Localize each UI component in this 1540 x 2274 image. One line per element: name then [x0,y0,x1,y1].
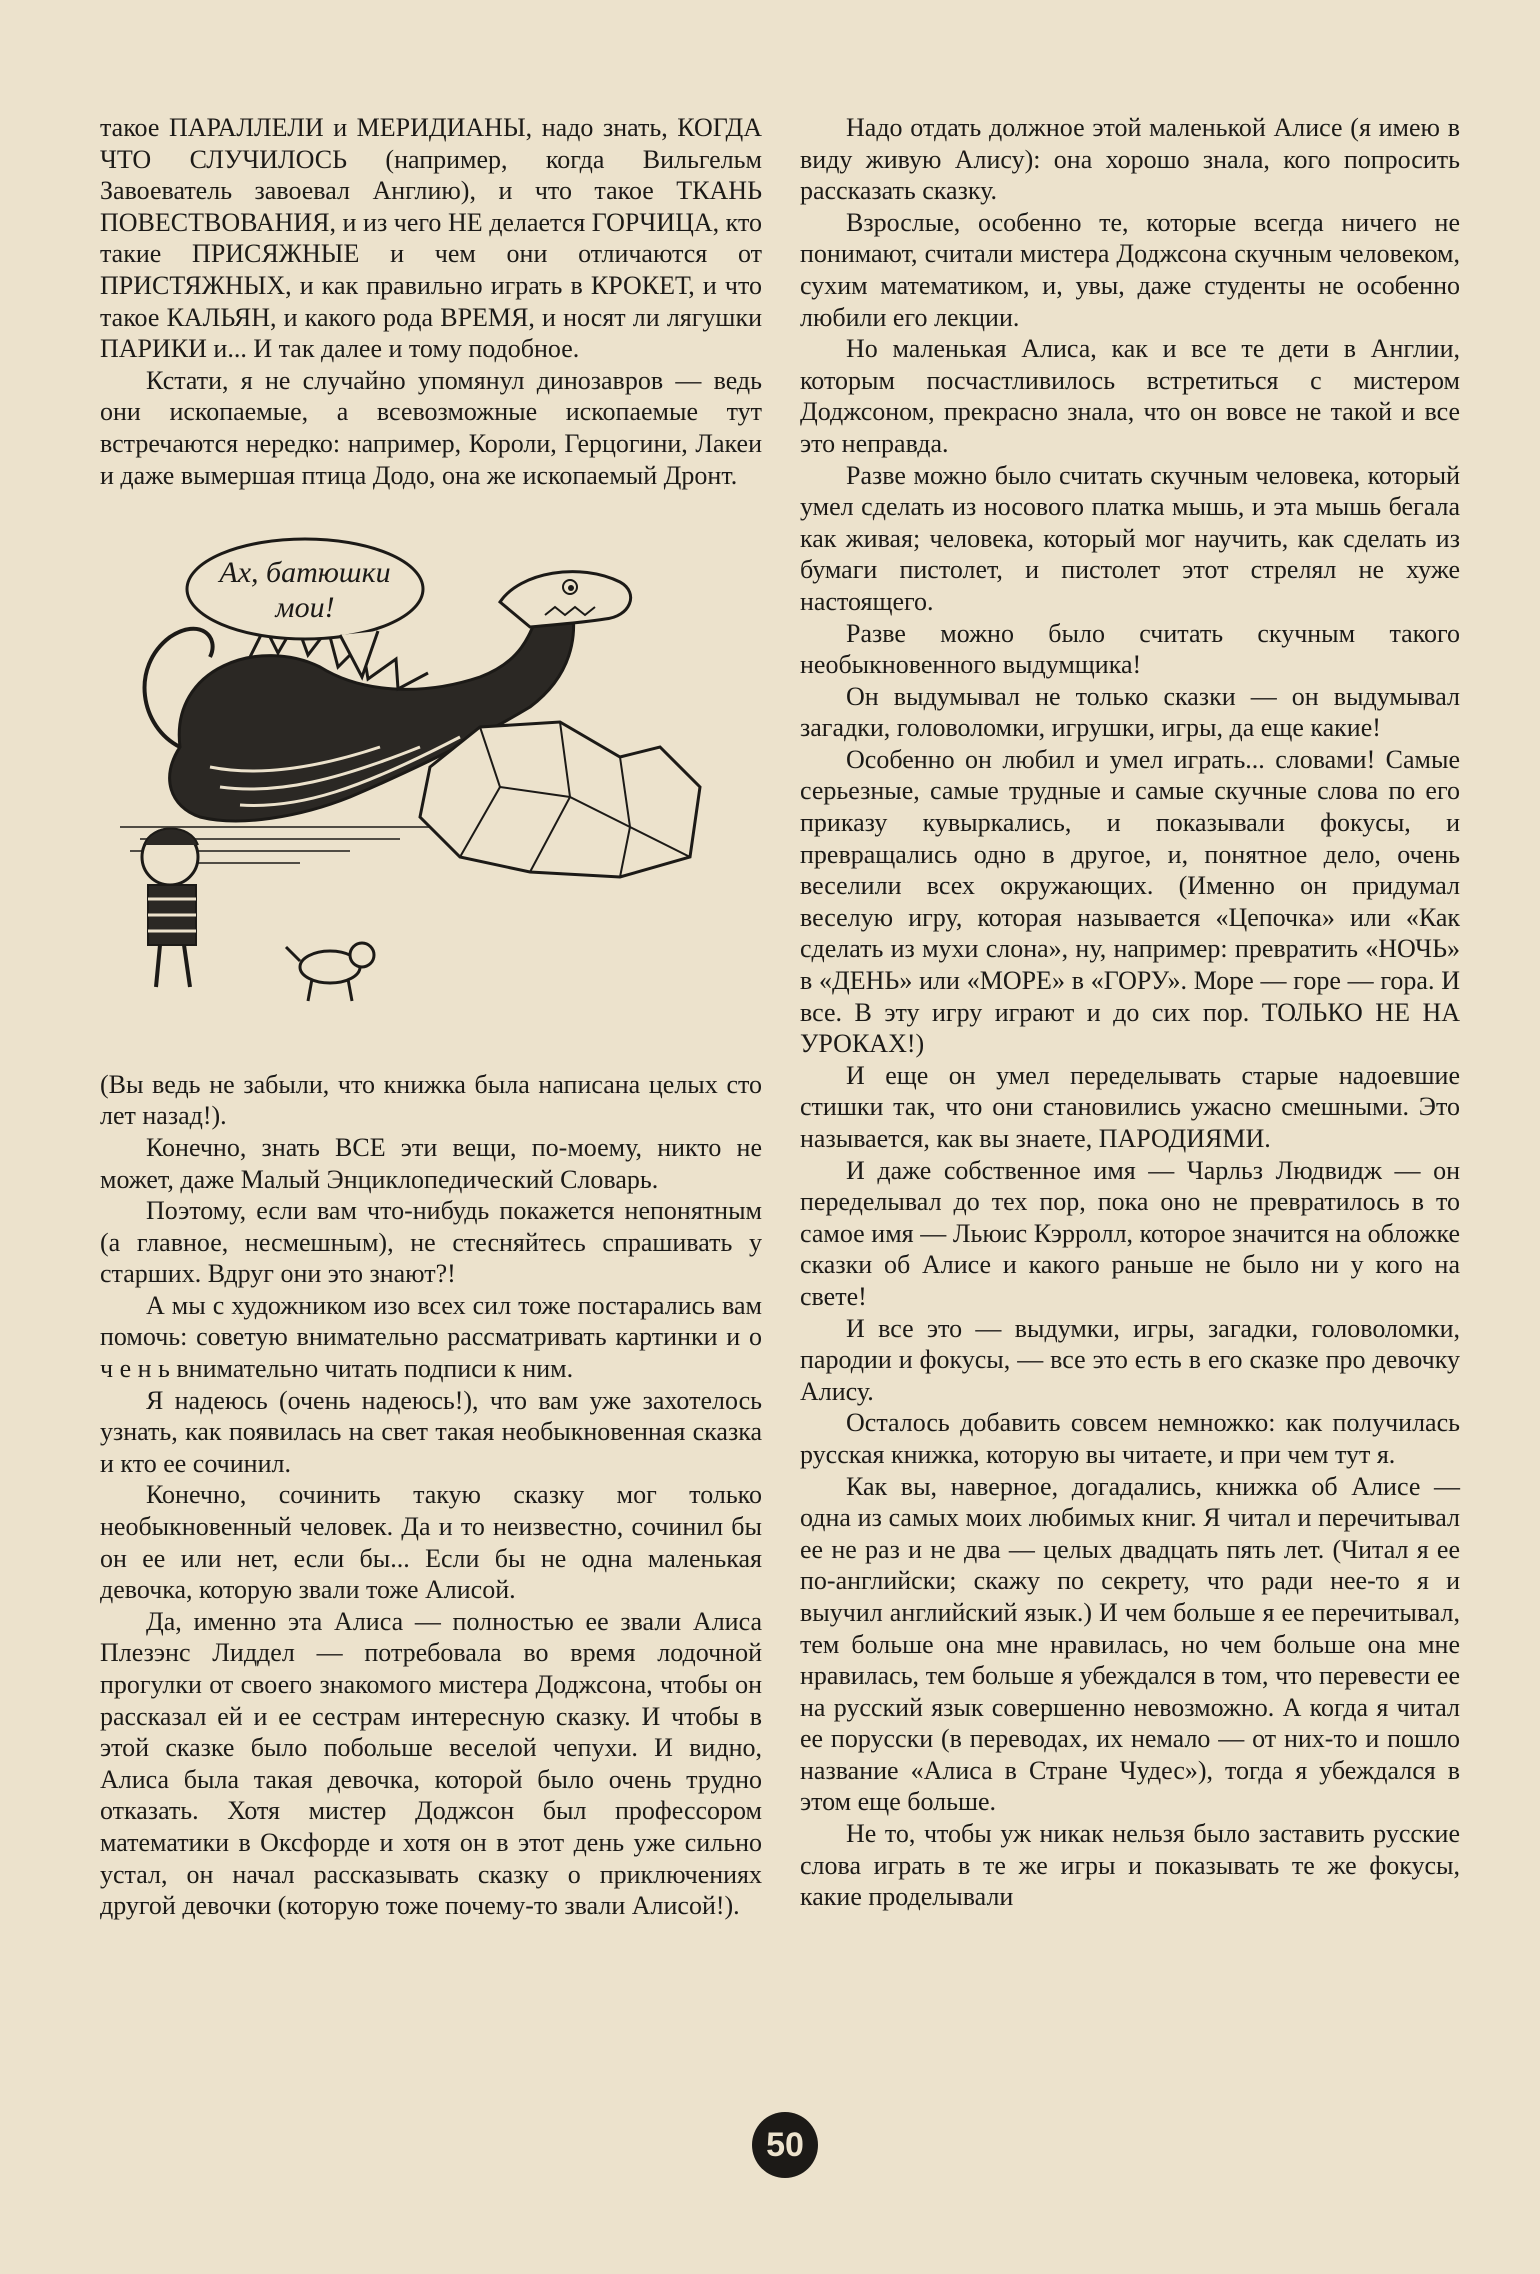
left-paragraph: Я надеюсь (очень надеюсь!), что вам уже захотелось узнать, как появилась на свет такая необыкновенная сказка и кто ее сочинил. [100,1385,762,1478]
left-column [100,112,762,1922]
right-paragraph: Разве можно было считать скучным человека, который умел сделать из носового платка мышь, и эта мышь бегала как живая; человека, который мог научить, как сделать из бумаги пистолет, и пистолет этот стрелял не хуже настоящего. [800,460,1460,616]
page-number-badge: 50 [752,2112,818,2178]
right-paragraph: И еще он умел переделывать старые надоевшие стишки так, что они становились ужасно смешными. Это называется, как вы знаете, ПАРОДИЯМИ. [800,1060,1460,1153]
right-paragraph: И все это — выдумки, игры, загадки, головоломки, пародии и фокусы, — все это есть в его сказке про девочку Алису. [800,1313,1460,1406]
right-paragraph: Разве можно было считать скучным такого необыкновенного выдумщика! [800,618,1460,680]
left-paragraph: Да, именно эта Алиса — полностью ее звали Алиса Плезэнс Лиддел — потребовала во время лодочной прогулки от своего знакомого мистера Доджсона, чтобы он рассказал ей и ее сестрам интересную сказку. И чтобы в этой сказке было побольше веселой чепухи. И видно, Алиса была такая девочка, которой было очень трудно отказать. Хотя мистер Доджсон был профессором математики в Оксфорде и хотя он в этот день уже сильно устал, он начал рассказывать сказку о приключениях другой девочки (которую тоже почему-то звали Алисой!). [100,1606,762,1921]
right-paragraph: Не то, чтобы уж никак нельзя было заставить русские слова играть в те же игры и показывать те же фокусы, какие проделывали [800,1819,1460,1912]
right-paragraph: Особенно он любил и умел играть... словами! Самые серьезные, самые трудные и самые скучные слова по его приказу кувыркались, и показывали фокусы, и превращались одно в другое, и, понятное дело, очень веселили всех окружающих. (Именно он придумал веселую игру, которая называется «Цепочка» или «Как сделать из мухи слона», ну, например: превратить «НОЧЬ» в «ДЕНЬ» или «МОРЕ» в «ГОРУ». Море — горе — гора. И все. В эту игру играют и до сих пор. ТОЛЬКО НЕ НА УРОКАХ!) [800,744,1460,1059]
left-paragraph: Конечно, сочинить такую сказку мог только необыкновенный человек. Да и то неизвестно, сочинил бы он ее или нет, если бы... Если бы не одна маленькая девочка, которую звали тоже Алисой. [100,1480,762,1605]
right-paragraph: Он выдумывал не только сказки — он выдумывал загадки, головоломки, игрушки, игры, да еще какие! [800,681,1460,743]
speech-text-line2: мои! [275,591,335,625]
right-paragraph: Взрослые, особенно те, которые всегда ничего не понимают, считали мистера Доджсона скучным человеком, сухим математиком, и, увы, даже студенты не особенно любили его лекции. [800,207,1460,332]
right-column [800,112,1460,1913]
right-paragraph: Но маленькая Алиса, как и все те дети в Англии, которым посчастливилось встретиться с мистером Доджсоном, прекрасно знала, что он вовсе не такой и все это неправда. [800,334,1460,458]
left-paragraph: Конечно, знать ВСЕ эти вещи, по-моему, никто не может, даже Малый Энциклопедический Словарь. [100,1132,762,1194]
left-paragraph: (Вы ведь не забыли, что книжка была написана целых сто лет назад!). [100,1069,762,1131]
left-paragraph: Кстати, я не случайно упомянул динозавров — ведь они ископаемые, а всевозможные ископаемые тут встречаются нередко: например, Короли, Герцогини, Лакеи и даже вымершая птица Додо, она же ископаемый Дронт. [100,365,762,490]
speech-text-line1: Ах, батюшки [219,556,391,590]
left-paragraph: Поэтому, если вам что-нибудь покажется непонятным (а главное, несмешным), не стесняйтесь спрашивать у старших. Вдруг они это знают?! [100,1196,762,1289]
right-paragraph: Надо отдать должное этой маленькой Алисе (я имею в виду живую Алису): она хорошо знала, кого попросить рассказать сказку. [800,113,1460,206]
left-paragraph: такое ПАРАЛЛЕЛИ и МЕРИДИАНЫ, надо знать, КОГДА ЧТО СЛУЧИЛОСЬ (например, когда Вильгельм Завоеватель завоевал Англию), и что такое ТКАНЬ ПОВЕСТВОВАНИЯ, и из чего НЕ делается ГОРЧИЦА, кто такие ПРИСЯЖНЫЕ и чем они отличаются от ПРИСТЯЖНЫХ, и как правильно играть в КРОКЕТ, и что такое КАЛЬЯН, и какого рода ВРЕМЯ, и носят ли лягушки ПАРИКИ и... И так далее и тому подобное. [100,113,762,364]
dinosaur-illustration [100,527,762,1027]
left-paragraph: А мы с художником изо всех сил тоже постарались вам помочь: советую внимательно рассматривать картинки и о ч е н ь внимательно читать подписи к ним. [100,1290,762,1384]
right-paragraph: Осталось добавить совсем немножко: как получилась русская книжка, которую вы читаете, и при чем тут я. [800,1408,1460,1469]
right-paragraph: И даже собственное имя — Чарльз Людвидж — он переделывал до тех пор, пока оно не превратилось в то самое имя — Льюис Кэрролл, которое значится на обложке сказки об Алисе и какого раньше не было ни у кого на свете! [800,1155,1460,1311]
dog-figure [286,943,374,1001]
boy-figure [142,829,198,988]
right-paragraph: Как вы, наверное, догадались, книжка об Алисе — одна из самых моих любимых книг. Я читал и перечитывал ее не раз и не два — целых двадцать пять лет. (Читал я ее по-английски; скажу по секрету, что ради нее-то я и выучил английский язык.) И чем больше я ее перечитывал, тем больше она мне нравилась, но чем больше она мне нравилась, тем больше я убеждался в том, что перевести ее на русский язык совершенно невозможно. А когда я читал ее порусски (в переводах, их немало — от них-то и пошло название «Алиса в Стране Чудес»), тогда я убеждался в этом еще больше. [800,1471,1460,1817]
